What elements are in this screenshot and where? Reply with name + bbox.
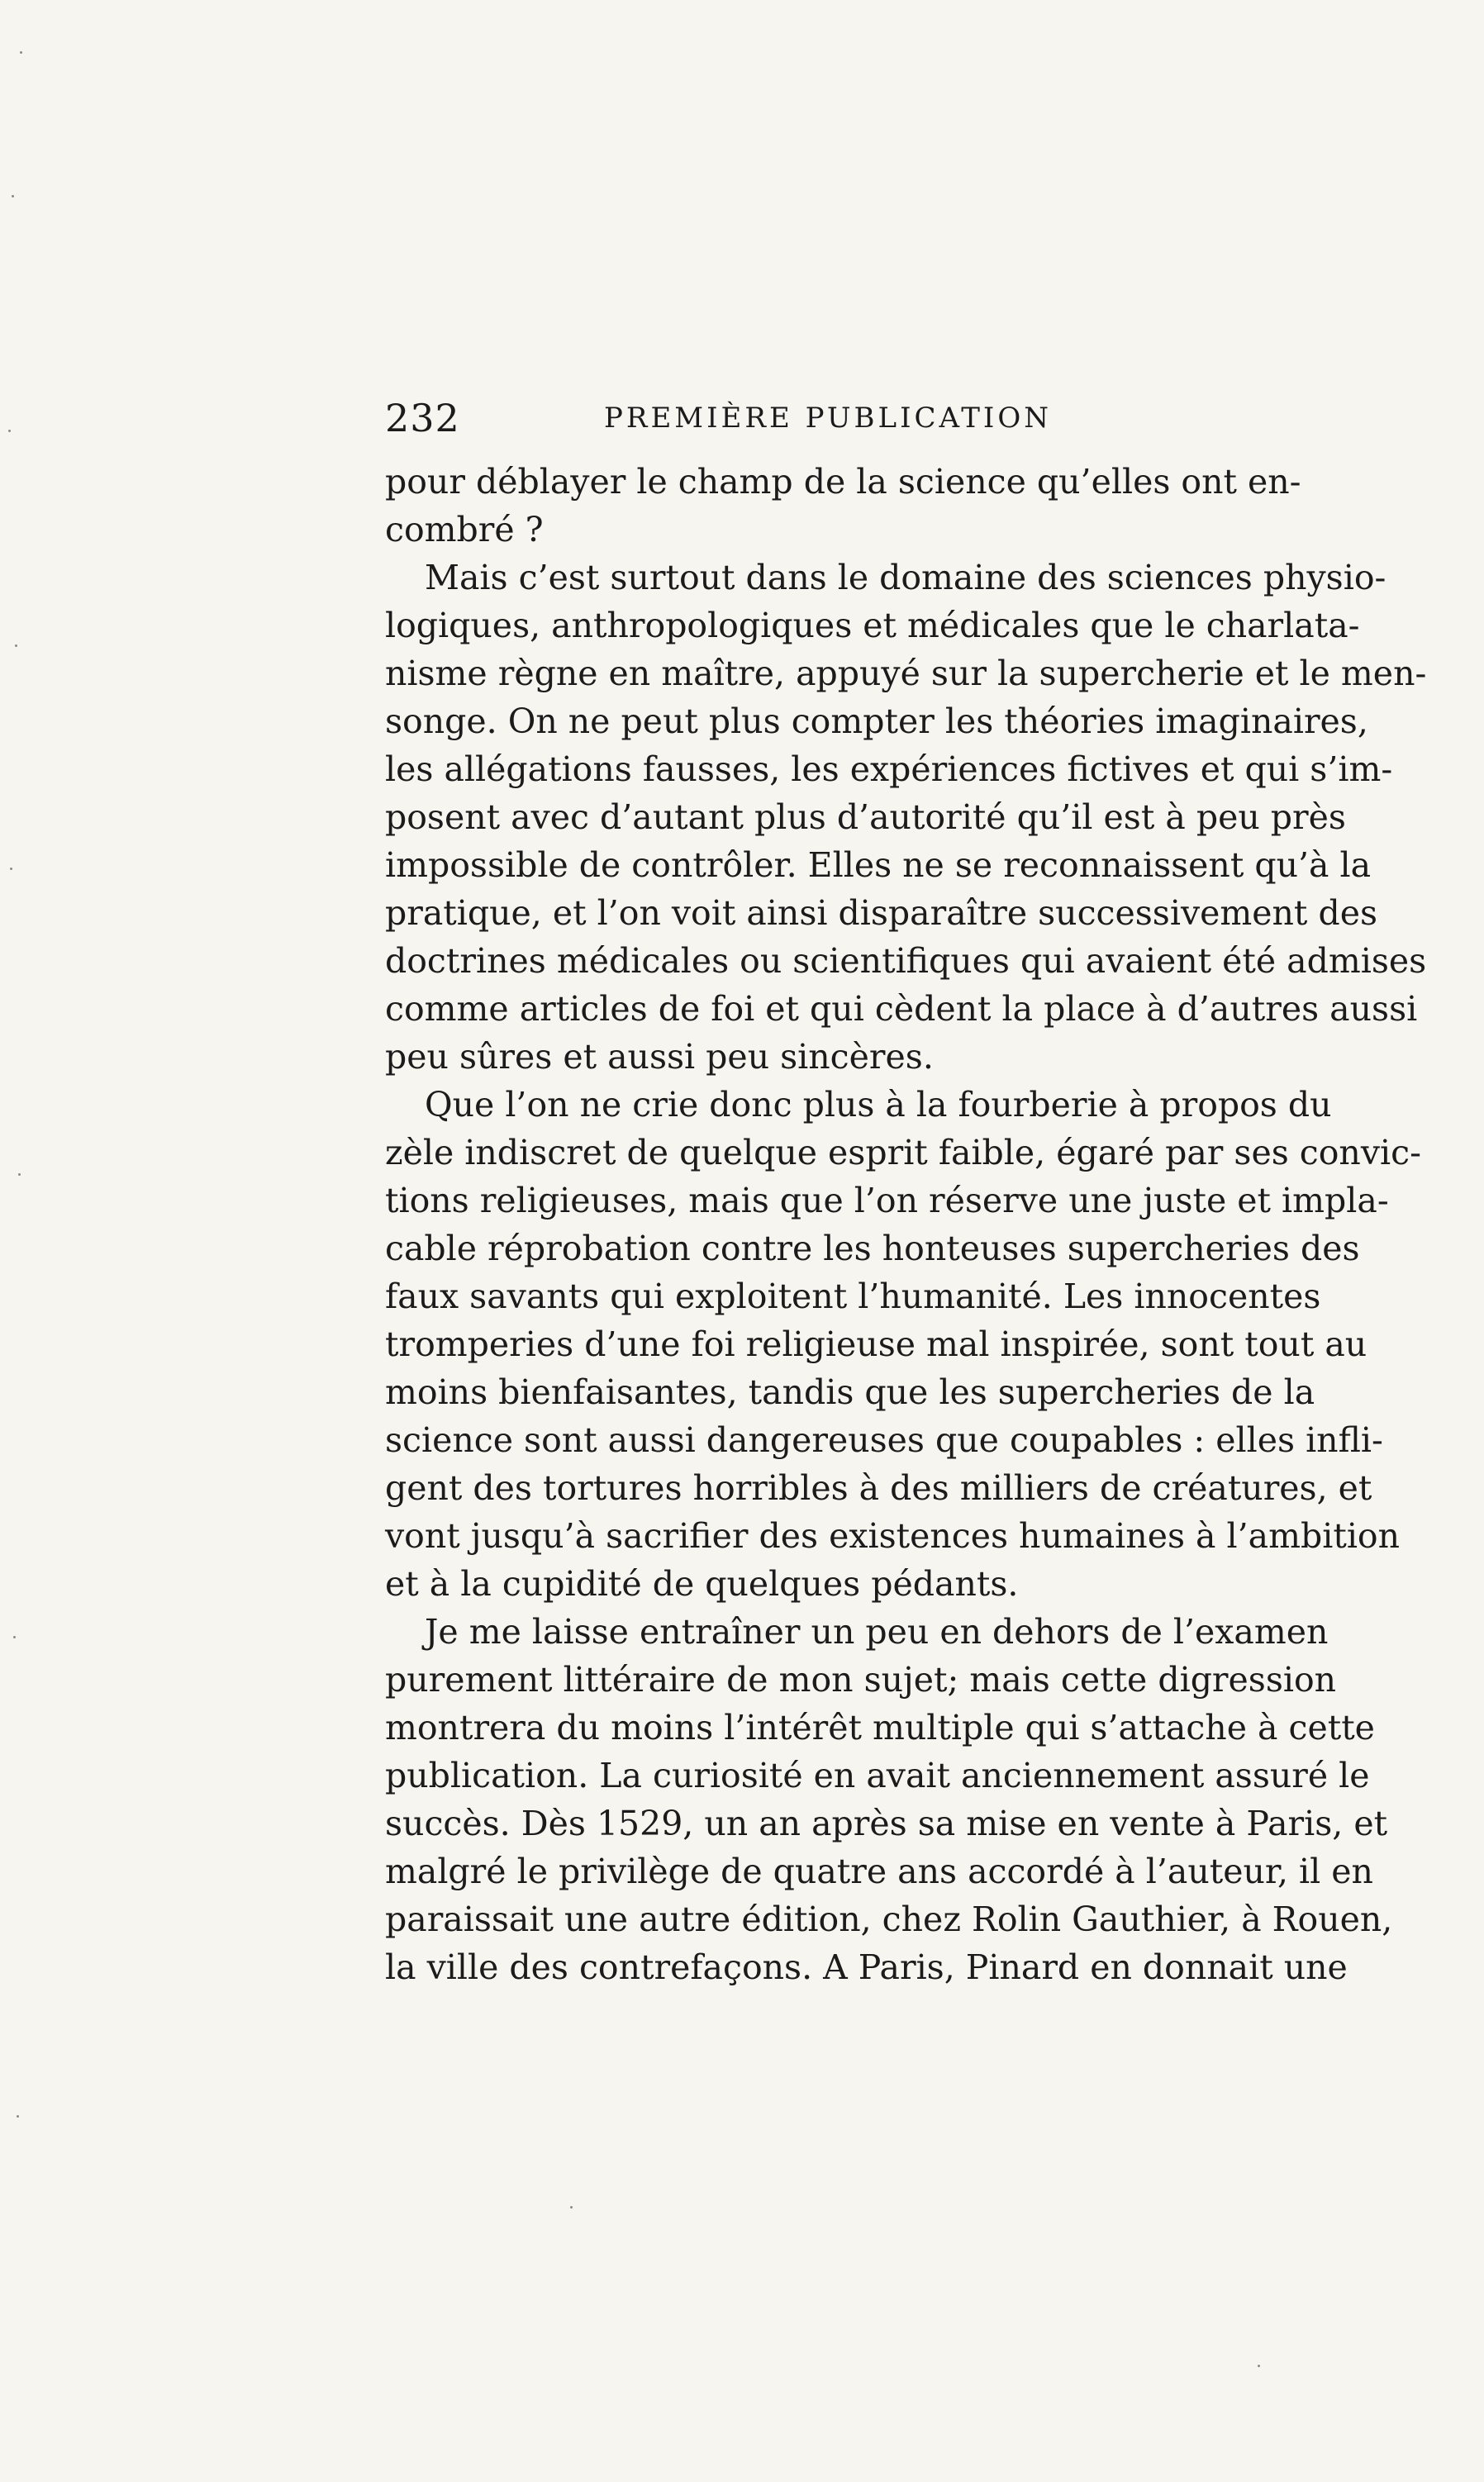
text-line: moins bienfaisantes, tandis que les supercheries de la [385,1372,1315,1412]
paper-speck [20,51,22,54]
text-line: songe. On ne peut plus compter les théories imaginaires, [385,701,1368,741]
text-line: succès. Dès 1529, un an après sa mise en vente à Paris, et [385,1804,1388,1843]
text-line: Mais c’est surtout dans le domaine des sciences physio- [425,558,1386,597]
text-line: science sont aussi dangereuses que coupables : elles infli- [385,1420,1383,1460]
text-line: montrera du moins l’intérêt multiple qui s’attache à cette [385,1708,1375,1747]
paper-speck [17,2115,19,2118]
text-line: vont jusqu’à sacrifier des existences humaines à l’ambition [385,1516,1401,1556]
text-line: tions religieuses, mais que l’on réserve une juste et impla- [385,1181,1389,1220]
text-line: combré ? [385,510,544,549]
text-line: logiques, anthropologiques et médicales que le charlata- [385,606,1360,645]
text-line: et à la cupidité de quelques pédants. [385,1564,1019,1604]
text-line: nisme règne en maître, appuyé sur la supercherie et le men- [385,654,1427,693]
text-line: posent avec d’autant plus d’autorité qu’il est à peu près [385,797,1346,837]
text-line: peu sûres et aussi peu sincères. [385,1037,934,1077]
text-line: zèle indiscret de quelque esprit faible, égaré par ses convic- [385,1133,1421,1172]
paper-speck [10,868,12,870]
text-line: paraissait une autre édition, chez Rolin Gauthier, à Rouen, [385,1900,1393,1939]
text-line: faux savants qui exploitent l’humanité. Les innocentes [385,1277,1321,1316]
paper-speck [12,195,14,197]
text-line: Je me laisse entraîner un peu en dehors de l’examen [425,1612,1329,1652]
text-line: cable réprobation contre les honteuses supercheries des [385,1229,1360,1268]
text-line: la ville des contrefaçons. A Paris, Pinard en donnait une [385,1947,1348,1987]
paper-speck [570,2206,573,2209]
text-line: Que l’on ne crie donc plus à la fourberie à propos du [425,1085,1332,1125]
text-line: gent des tortures horribles à des milliers de créatures, et [385,1468,1372,1508]
text-line: malgré le privilège de quatre ans accordé à l’auteur, il en [385,1852,1373,1891]
text-line: les allégations fausses, les expériences fictives et qui s’im- [385,749,1393,789]
text-line: pour déblayer le champ de la science qu’elles ont en- [385,462,1301,502]
running-head: PREMIÈRE PUBLICATION [604,402,1052,435]
text-line: publication. La curiosité en avait anciennement assuré le [385,1756,1370,1795]
page-header [385,393,1271,443]
text-line: pratique, et l’on voit ainsi disparaître successivement des [385,893,1377,933]
text-line: comme articles de foi et qui cèdent la place à d’autres aussi [385,989,1418,1029]
paper-speck [13,1636,16,1638]
text-line: impossible de contrôler. Elles ne se reconnaissent qu’à la [385,845,1372,885]
text-line: purement littéraire de mon sujet; mais cette digression [385,1660,1337,1700]
body-text [385,458,1427,1991]
paper-speck [15,644,17,647]
paper-speck [8,430,11,432]
text-line: tromperies d’une foi religieuse mal inspirée, sont tout au [385,1324,1367,1364]
page-number: 232 [385,396,460,440]
text-line: doctrines médicales ou scientifiques qui avaient été admises [385,941,1427,981]
paper-speck [1258,2365,1260,2367]
paper-speck [18,1173,21,1176]
